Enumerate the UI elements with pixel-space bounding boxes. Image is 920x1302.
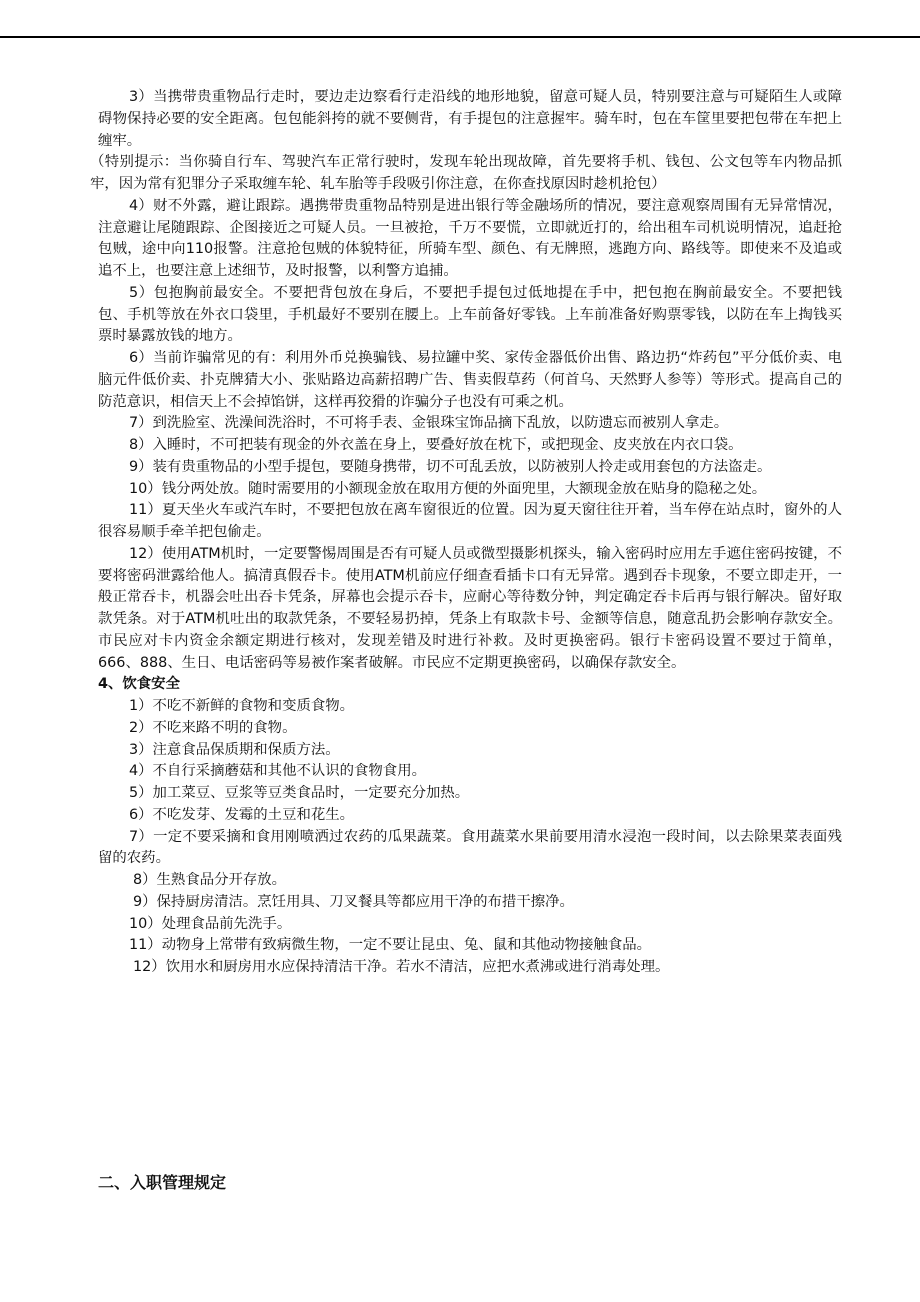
- food-item-3: 3）注意食品保质期和保质方法。: [129, 741, 340, 758]
- food-item-1: 1）不吃不新鲜的食物和变质食物。: [129, 698, 355, 714]
- food-safety-heading: 4、饮食安全: [98, 676, 180, 693]
- food-item-11: 11）动物身上常带有致病微生物，一定不要让昆虫、兔、鼠和其他动物接触食品。: [129, 937, 651, 954]
- document-body: [90, 87, 842, 979]
- food-item-12: 12）饮用水和厨房用水应保持清洁干净。若水不清洁，应把水煮沸或进行消毒处理。: [133, 959, 670, 975]
- food-item-4: 4）不自行采摘蘑菇和其他不认识的食物食用。: [129, 763, 426, 780]
- food-item-6: 6）不吃发芽、发霉的土豆和花生。: [129, 806, 355, 823]
- paragraph-item-9: 9）装有贵重物品的小型手提包，要随身携带，切不可乱丢放，以防被别人拎走或用套包的方法盗走。: [129, 458, 772, 475]
- paragraph-item-5: 5）包抱胸前最安全。不要把背包放在身后，不要把手提包过低地提在手中，把包抱在胸前最安全。不要把钱包、手机等放在外衣口袋里，手机最好不要别在腰上。上车前备好零钱。上车前准备好购票零钱，以防在车上掏钱买票时暴露放钱的地方。: [98, 284, 842, 345]
- food-item-5: 5）加工菜豆、豆浆等豆类食品时，一定要充分加热。: [129, 785, 470, 801]
- food-item-10: 10）处理食品前先洗手。: [129, 915, 292, 932]
- paragraph-item-4: 4）财不外露，避让跟踪。遇携带贵重物品特别是进出银行等金融场所的情况，要注意观察周围有无异常情况，注意避让尾随跟踪、企图接近之可疑人员。一旦被抢，千万不要慌，立即就近打的，给出租车司机说明情况，追赶抢包贼，途中向110报警。注意抢包贼的体貌特征，所骑车型、颜色、有无牌照，逃跑方向、路线等。即使来不及追或追不上，也要注意上述细节，及时报警，以利警方追捕。: [98, 197, 842, 279]
- paragraph-item-11: 11）夏天坐火车或汽车时，不要把包放在离车窗很近的位置。因为夏天窗往往开着，当车停在站点时，窗外的人很容易顺手牵羊把包偷走。: [98, 502, 842, 540]
- header-rule: [0, 36, 920, 38]
- food-item-7: 7）一定不要采摘和食用刚喷洒过农药的瓜果蔬菜。食用蔬菜水果前要用清水浸泡一段时间，以去除果菜表面残留的农药。: [98, 828, 842, 867]
- special-tip: （特别提示：当你骑自行车、驾驶汽车正常行驶时，发现车轮出现故障，首先要将手机、钱包、公文包等车内物品抓牢，因为常有犯罪分子采取缠车轮、轧车胎等手段吸引你注意，在你查找原因时趁机抢包）: [90, 154, 842, 192]
- section-heading-onboarding: 二、入职管理规定: [98, 1173, 227, 1192]
- paragraph-item-3: 3）当携带贵重物品行走时，要边走边察看行走沿线的地形地貌，留意可疑人员，特别要注意与可疑陌生人或障碍物保持必要的安全距离。包包能斜挎的就不要侧背，有手提包的注意握牢。骑车时，包在车筐里要把包带在车把上缠牢。: [98, 89, 842, 149]
- paragraph-item-12: 12）使用ATM机时，一定要警惕周围是否有可疑人员或微型摄影机探头，输入密码时应用左手遮住密码按键，不要将密码泄露给他人。搞清真假吞卡。使用ATM机前应仔细查看插卡口有无异常。遇到吞卡现象，不要立即走开，一般正常吞卡，机器会吐出吞卡凭条，屏幕也会提示吞卡，应耐心等待数分钟，判定确定吞卡后再与银行解决。留好取款凭条。对于ATM机吐出的取款凭条，不要轻易扔掉，凭条上有取款卡号、金额等信息，随意乱扔会影响存款安全。市民应对卡内资金余额定期进行核对，发现差错及时进行补救。及时更换密码。银行卡密码设置不要过于简单，666、888、生日、电话密码等易被作案者破解。市民应不定期更换密码，以确保存款安全。: [98, 545, 842, 671]
- paragraph-item-6: 6）当前诈骗常见的有：利用外币兑换骗钱、易拉罐中奖、家传金器低价出售、路边扔“炸药包”平分低价卖、电脑元件低价卖、扑克牌猜大小、张贴路边高薪招聘广告、售卖假草药（何首乌、天然野人参等）等形式。提高自己的防范意识，相信天上不会掉馅饼，这样再狡猾的诈骗分子也没有可乘之机。: [98, 350, 842, 410]
- food-item-8: 8）生熟食品分开存放。: [133, 872, 287, 888]
- paragraph-item-7: 7）到洗脸室、洗澡间洗浴时，不可将手表、金银珠宝饰品摘下乱放，以防遗忘而被别人拿走。: [129, 415, 729, 432]
- food-item-2: 2）不吃来路不明的食物。: [129, 719, 297, 736]
- paragraph-item-10: 10）钱分两处放。随时需要用的小额现金放在取用方便的外面兜里，大额现金放在贴身的隐秘之处。: [129, 480, 767, 497]
- food-item-9: 9）保持厨房清洁。烹饪用具、刀叉餐具等都应用干净的布措干擦净。: [133, 893, 574, 910]
- paragraph-item-8: 8）入睡时，不可把装有现金的外衣盖在身上，要叠好放在枕下，或把现金、皮夹放在内衣口袋。: [129, 437, 743, 453]
